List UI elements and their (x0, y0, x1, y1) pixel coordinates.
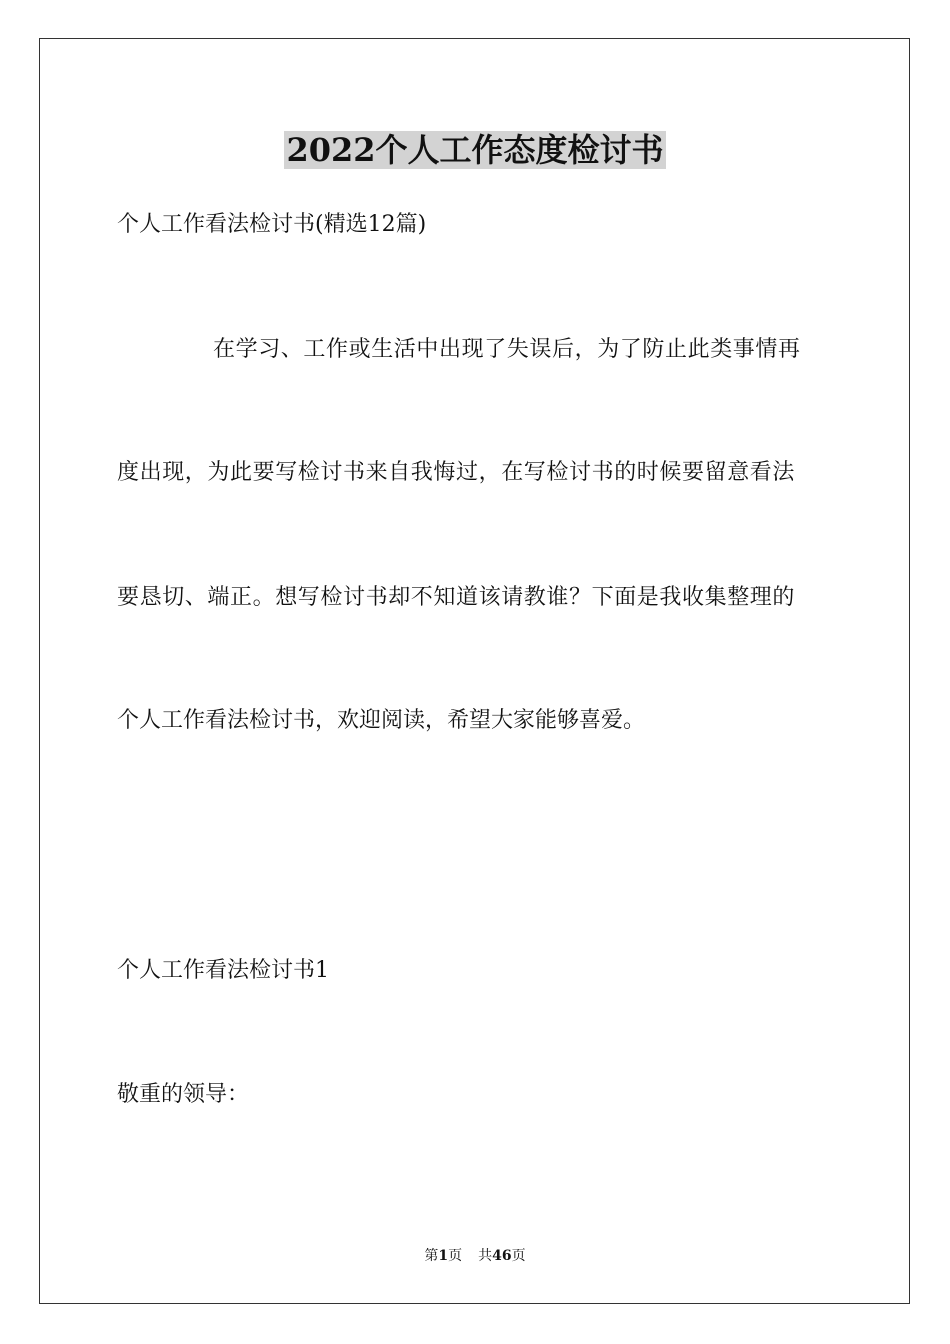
page-prefix: 第 (424, 1248, 439, 1264)
section-heading: 个人工作看法检讨书1 (117, 958, 329, 983)
total-suffix: 页 (511, 1248, 526, 1264)
total-pages: 46 (492, 1248, 512, 1264)
total-prefix: 共 (478, 1248, 493, 1264)
document-title-text: 2022个人工作态度检讨书 (286, 131, 664, 169)
page-footer (0, 1246, 950, 1266)
page-number: 1 (438, 1248, 449, 1264)
document-subtitle: 个人工作看法检讨书(精选12篇) (117, 212, 427, 237)
intro-line-4: 个人工作看法检讨书，欢迎阅读，希望大家能够喜爱。 (117, 708, 646, 733)
page-suffix: 页 (448, 1248, 463, 1264)
salutation: 敬重的领导： (117, 1082, 250, 1107)
intro-line-2: 度出现，为此要写检讨书来自我悔过，在写检讨书的时候要留意看法 (117, 460, 796, 485)
intro-line-3: 要恳切、端正。想写检讨书却不知道该请教谁？下面是我收集整理的 (117, 585, 796, 610)
intro-line-1: 在学习、工作或生活中出现了失误后，为了防止此类事情再 (213, 337, 801, 362)
document-title (0, 128, 950, 172)
